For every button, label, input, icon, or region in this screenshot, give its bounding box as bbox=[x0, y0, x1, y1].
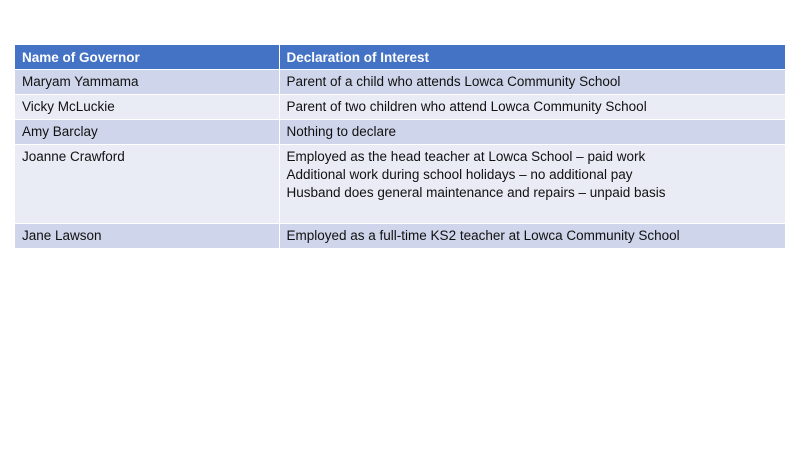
declaration-line: Employed as a full-time KS2 teacher at Lowca Community School bbox=[286, 228, 680, 243]
governor-name-cell: Vicky McLuckie bbox=[15, 95, 279, 120]
declaration-cell bbox=[279, 120, 785, 145]
table-row bbox=[15, 70, 785, 95]
table-header-row bbox=[15, 45, 785, 70]
declaration-line: Nothing to declare bbox=[286, 124, 397, 139]
governor-name-cell: Jane Lawson bbox=[15, 224, 279, 249]
header-name-of-governor: Name of Governor bbox=[15, 45, 279, 70]
table-row bbox=[15, 145, 785, 224]
governor-name-cell: Amy Barclay bbox=[15, 120, 279, 145]
table-row bbox=[15, 120, 785, 145]
table-row bbox=[15, 95, 785, 120]
governor-interests-table bbox=[15, 45, 785, 249]
header-declaration-of-interest: Declaration of Interest bbox=[279, 45, 785, 70]
declaration-line: Parent of a child who attends Lowca Community School bbox=[286, 74, 621, 89]
declaration-cell bbox=[279, 145, 785, 224]
declaration-line: Employed as the head teacher at Lowca School – paid work bbox=[286, 149, 646, 164]
declaration-line: Husband does general maintenance and repairs – unpaid basis bbox=[286, 185, 666, 200]
governor-name-cell: Maryam Yammama bbox=[15, 70, 279, 95]
declaration-cell bbox=[279, 224, 785, 249]
governor-name-cell: Joanne Crawford bbox=[15, 145, 279, 224]
declaration-line: Additional work during school holidays – no additional pay bbox=[286, 167, 633, 182]
declaration-cell bbox=[279, 70, 785, 95]
declaration-line: Parent of two children who attend Lowca Community School bbox=[286, 99, 647, 114]
table-row bbox=[15, 224, 785, 249]
declaration-cell bbox=[279, 95, 785, 120]
